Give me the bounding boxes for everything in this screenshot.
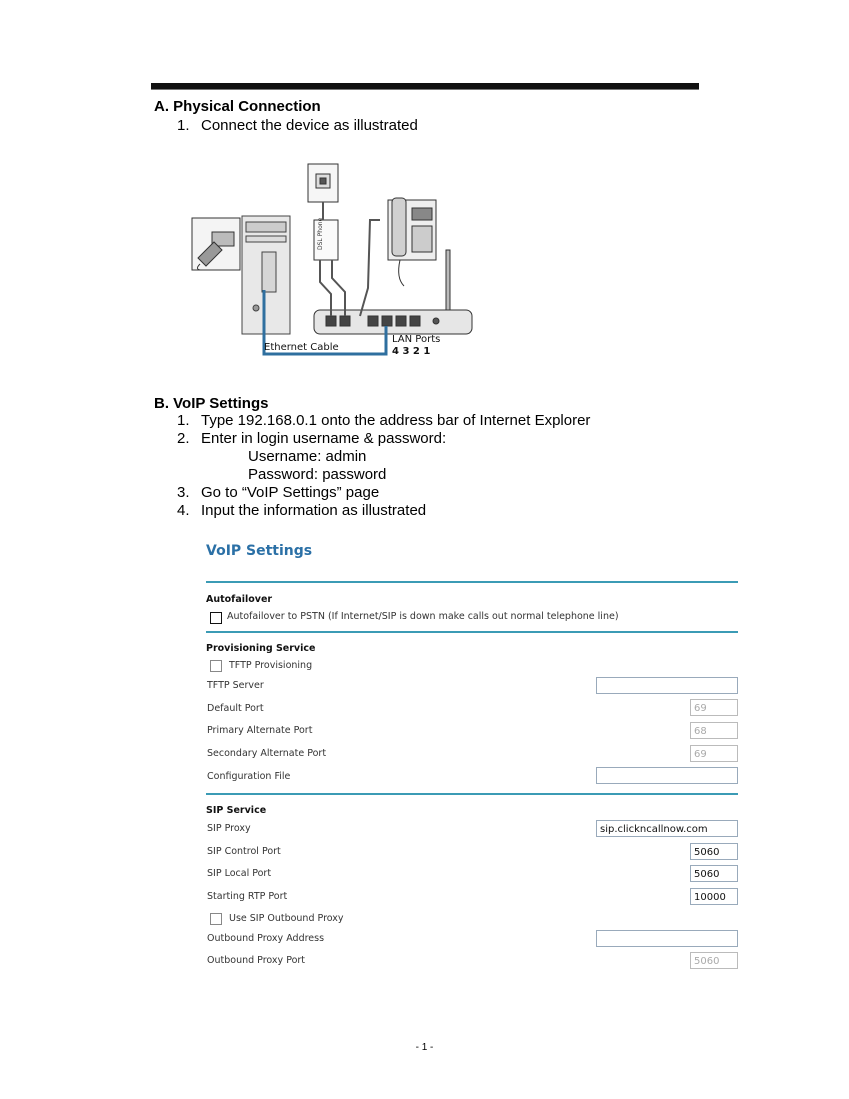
autofailover-heading: Autofailover	[206, 594, 273, 605]
secondary-alternate-port-label: Secondary Alternate Port	[207, 748, 327, 759]
lan-ports-numbers: 4 3 2 1	[392, 346, 431, 357]
sip-proxy-label: SIP Proxy	[207, 823, 251, 834]
step-text: Input the information as illustrated	[201, 502, 427, 519]
connection-illustration	[190, 158, 480, 366]
outbound-proxy-address-input[interactable]	[596, 930, 738, 947]
sip-local-port-input[interactable]: 5060	[690, 865, 738, 882]
secondary-alternate-port-input[interactable]: 69	[690, 745, 738, 762]
autofailover-checkbox[interactable]	[210, 612, 222, 624]
section-b-step-2	[177, 430, 446, 448]
splitter-text: DSL Phone	[317, 217, 324, 250]
autofailover-checkbox-label: Autofailover to PSTN (If Internet/SIP is down make calls out normal telephone line)	[227, 611, 619, 622]
step-text: Connect the device as illustrated	[201, 117, 418, 134]
page-number: - 1 -	[415, 1042, 434, 1053]
tftp-provisioning-checkbox[interactable]	[210, 660, 222, 672]
use-sip-outbound-proxy-label: Use SIP Outbound Proxy	[229, 913, 344, 924]
step-number: 3.	[177, 484, 190, 501]
sip-local-port-label: SIP Local Port	[207, 868, 272, 879]
section-divider	[206, 631, 738, 633]
configuration-file-input[interactable]	[596, 767, 738, 784]
password-line: Password: password	[248, 466, 387, 483]
splitter-icon	[314, 217, 338, 260]
step-text: Go to “VoIP Settings” page	[201, 484, 380, 501]
wall-jack-icon	[308, 164, 338, 202]
primary-alternate-port-label: Primary Alternate Port	[207, 725, 313, 736]
step-number: 1.	[177, 412, 190, 429]
starting-rtp-port-label: Starting RTP Port	[207, 891, 288, 902]
top-rule	[151, 83, 699, 90]
use-sip-outbound-proxy-checkbox[interactable]	[210, 913, 222, 925]
tftp-provisioning-label: TFTP Provisioning	[229, 660, 313, 671]
step-number: 4.	[177, 502, 190, 519]
primary-alternate-port-input[interactable]: 68	[690, 722, 738, 739]
outbound-proxy-port-input[interactable]: 5060	[690, 952, 738, 969]
sip-control-port-input[interactable]: 5060	[690, 843, 738, 860]
section-b-step-3	[177, 484, 379, 502]
outbound-proxy-port-label: Outbound Proxy Port	[207, 955, 306, 966]
section-b-step-4	[177, 502, 426, 520]
configuration-file-label: Configuration File	[207, 771, 291, 782]
sip-service-heading: SIP Service	[206, 805, 267, 816]
ethernet-plug-icon	[192, 218, 240, 270]
cable-label: Ethernet Cable	[264, 342, 339, 353]
sip-proxy-input[interactable]: sip.clickncallnow.com	[596, 820, 738, 837]
tftp-server-label: TFTP Server	[207, 680, 264, 691]
outbound-proxy-address-label: Outbound Proxy Address	[207, 933, 325, 944]
default-port-input[interactable]: 69	[690, 699, 738, 716]
starting-rtp-port-input[interactable]: 10000	[690, 888, 738, 905]
sip-control-port-label: SIP Control Port	[207, 846, 281, 857]
step-text: Enter in login username & password:	[201, 430, 447, 447]
section-divider	[206, 581, 738, 583]
section-divider	[206, 793, 738, 795]
section-a-step-1	[177, 117, 418, 135]
computer-tower-icon	[242, 216, 290, 334]
voip-settings-panel	[202, 533, 740, 973]
step-text: Type 192.168.0.1 onto the address bar of Internet Explorer	[201, 412, 591, 429]
router-icon	[314, 250, 472, 334]
step-number: 1.	[177, 117, 190, 134]
username-line: Username: admin	[248, 448, 367, 465]
lan-ports-label: LAN Ports	[392, 334, 441, 345]
step-number: 2.	[177, 430, 190, 447]
connection-diagram	[190, 158, 480, 366]
default-port-label: Default Port	[207, 703, 264, 714]
voip-settings-title: VoIP Settings	[206, 543, 313, 559]
provisioning-heading: Provisioning Service	[206, 643, 316, 654]
telephone-icon	[388, 198, 436, 286]
section-a-heading: A. Physical Connection	[154, 98, 321, 115]
tftp-server-input[interactable]	[596, 677, 738, 694]
section-b-step-1	[177, 412, 590, 430]
section-b-heading: B. VoIP Settings	[154, 395, 269, 412]
